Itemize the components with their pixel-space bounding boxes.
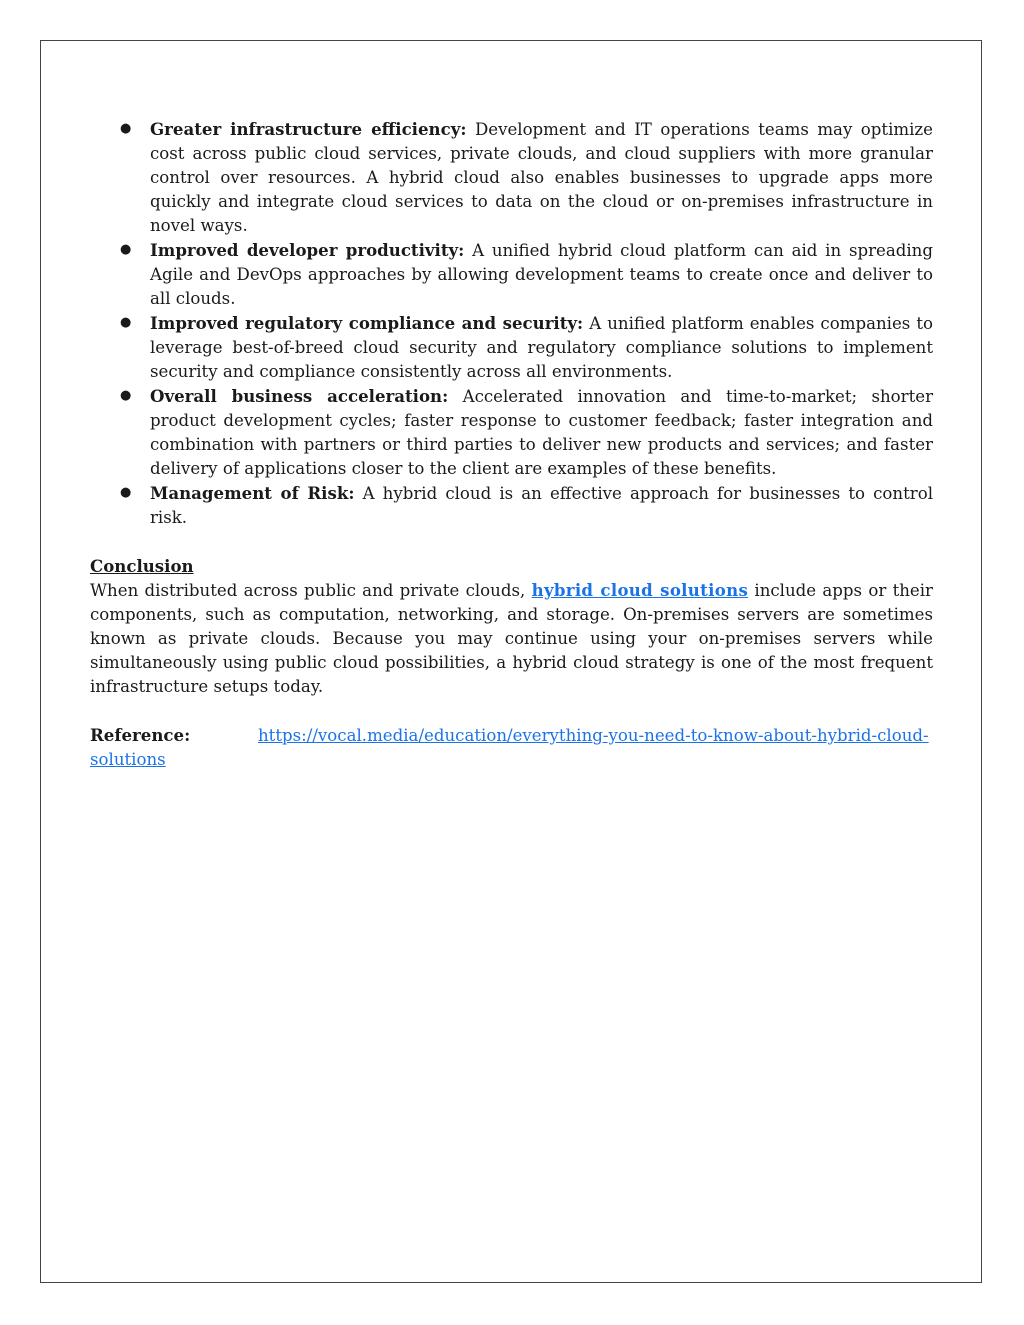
bullet-icon: ● <box>120 388 132 403</box>
conclusion-heading: Conclusion <box>90 556 194 576</box>
list-item <box>90 117 933 238</box>
conclusion-text-after: include apps or their components, such as computation, networking, and storage. On-premises servers are sometimes known as private clouds. Because you may continue using your on-premises servers while simultaneously using public cloud possibilities, a hybrid cloud strategy is one of the most frequent infrastructure setups today. <box>90 581 933 696</box>
item-text: Development and IT operations teams may optimize cost across public cloud services, private clouds, and cloud suppliers with more granular control over resources. A hybrid cloud also enables businesses to upgrade apps more quickly and integrate cloud services to data on the cloud or on-premises infrastructure in novel ways. <box>150 120 933 235</box>
document-body <box>90 117 933 772</box>
item-title: Improved regulatory compliance and security: <box>150 313 584 333</box>
list-item <box>90 384 933 481</box>
bullet-icon: ● <box>120 315 132 330</box>
item-title: Greater infrastructure efficiency: <box>150 119 467 139</box>
reference-line <box>90 723 933 772</box>
item-text: A unified hybrid cloud platform can aid in spreading Agile and DevOps approaches by allowing development teams to create once and deliver to all clouds. <box>150 241 933 308</box>
conclusion-text-before: When distributed across public and private clouds, <box>90 581 532 600</box>
reference-link[interactable]: https://vocal.media/education/everything-you-need-to-know-about-hybrid-cloud-solutions <box>90 726 929 769</box>
list-item <box>90 481 933 530</box>
bullet-icon: ● <box>120 242 132 257</box>
item-text: A hybrid cloud is an effective approach for businesses to control risk. <box>150 484 933 527</box>
benefits-list <box>90 117 933 530</box>
bullet-icon: ● <box>120 121 132 136</box>
item-title: Management of Risk: <box>150 483 355 503</box>
reference-label: Reference: <box>90 725 191 745</box>
item-text: Accelerated innovation and time-to-market; shorter product development cycles; faster response to customer feedback; faster integration and combination with partners or third parties to deliver new products and services; and faster delivery of applications closer to the client are examples of these benefits. <box>150 387 934 478</box>
item-text: A unified platform enables companies to leverage best-of-breed cloud security and regulatory compliance solutions to implement security and compliance consistently across all environments. <box>150 314 933 381</box>
hybrid-cloud-solutions-link[interactable]: hybrid cloud solutions <box>531 580 749 600</box>
conclusion-paragraph <box>90 578 933 699</box>
list-item <box>90 238 933 311</box>
item-title: Overall business acceleration: <box>150 386 449 406</box>
bullet-icon: ● <box>120 485 132 500</box>
list-item <box>90 311 933 384</box>
item-title: Improved developer productivity: <box>150 240 465 260</box>
